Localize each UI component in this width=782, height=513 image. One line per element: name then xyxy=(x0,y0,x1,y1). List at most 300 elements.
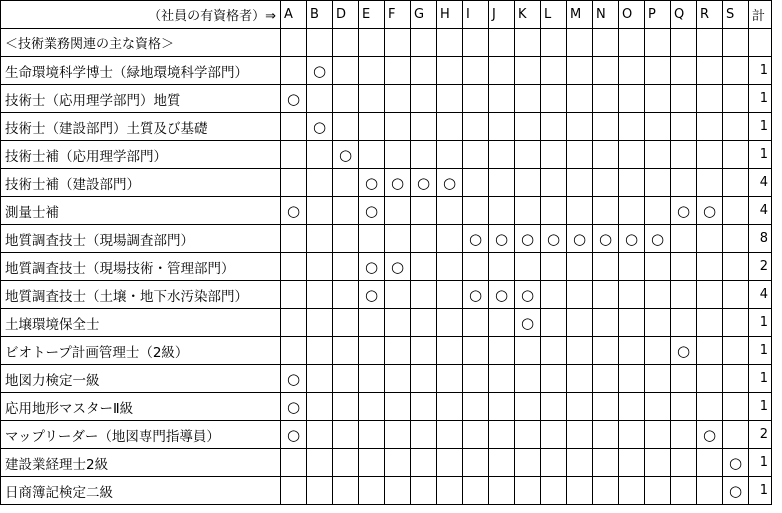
row-total: 1 xyxy=(749,113,772,141)
holder-mark: ○ xyxy=(385,169,411,197)
empty-cell xyxy=(619,253,645,281)
holder-mark: ○ xyxy=(385,253,411,281)
empty-cell xyxy=(333,113,359,141)
empty-cell xyxy=(619,421,645,449)
empty-cell xyxy=(567,337,593,365)
empty-cell xyxy=(697,477,723,505)
qualification-row xyxy=(1,253,772,281)
empty-cell xyxy=(593,393,619,421)
empty-cell xyxy=(671,421,697,449)
empty-cell xyxy=(723,337,749,365)
empty-cell xyxy=(411,477,437,505)
column-header-h: H xyxy=(437,1,463,29)
qualification-row xyxy=(1,281,772,309)
holder-mark: ○ xyxy=(411,169,437,197)
row-total: 1 xyxy=(749,393,772,421)
column-header-g: G xyxy=(411,1,437,29)
header-row xyxy=(1,1,772,29)
empty-cell xyxy=(593,449,619,477)
empty-cell xyxy=(411,337,437,365)
empty-cell xyxy=(515,29,541,57)
qualification-row xyxy=(1,169,772,197)
qualification-row xyxy=(1,197,772,225)
empty-cell xyxy=(411,57,437,85)
qualification-name: 地図力検定一級 xyxy=(1,365,281,393)
qualification-name: 地質調査技士（現場技術・管理部門） xyxy=(1,253,281,281)
empty-cell xyxy=(593,57,619,85)
empty-cell xyxy=(489,85,515,113)
empty-cell xyxy=(723,85,749,113)
empty-cell xyxy=(333,309,359,337)
empty-cell xyxy=(307,253,333,281)
empty-cell xyxy=(437,57,463,85)
empty-cell xyxy=(489,393,515,421)
empty-cell xyxy=(463,85,489,113)
empty-cell xyxy=(567,197,593,225)
empty-cell xyxy=(385,29,411,57)
empty-cell xyxy=(541,85,567,113)
empty-cell xyxy=(489,141,515,169)
empty-cell xyxy=(307,393,333,421)
empty-cell xyxy=(463,309,489,337)
empty-cell xyxy=(385,365,411,393)
empty-cell xyxy=(671,57,697,85)
empty-cell xyxy=(333,253,359,281)
column-header-f: F xyxy=(385,1,411,29)
empty-cell xyxy=(515,141,541,169)
empty-cell xyxy=(645,281,671,309)
empty-cell xyxy=(697,57,723,85)
empty-cell xyxy=(489,337,515,365)
empty-cell xyxy=(385,225,411,253)
empty-cell xyxy=(359,393,385,421)
row-total: 1 xyxy=(749,449,772,477)
holder-mark: ○ xyxy=(281,197,307,225)
qualification-name: 技術士（建設部門）土質及び基礎 xyxy=(1,113,281,141)
empty-cell xyxy=(567,281,593,309)
section-row xyxy=(1,29,772,57)
empty-cell xyxy=(723,57,749,85)
empty-cell xyxy=(281,477,307,505)
empty-cell xyxy=(281,449,307,477)
qualification-row xyxy=(1,85,772,113)
qualification-row xyxy=(1,337,772,365)
empty-cell xyxy=(645,477,671,505)
empty-cell xyxy=(541,253,567,281)
empty-cell xyxy=(411,113,437,141)
empty-cell xyxy=(619,281,645,309)
empty-cell xyxy=(281,113,307,141)
empty-cell xyxy=(567,85,593,113)
column-header-l: L xyxy=(541,1,567,29)
empty-cell xyxy=(619,365,645,393)
empty-cell xyxy=(307,337,333,365)
qualification-name: 地質調査技士（現場調査部門） xyxy=(1,225,281,253)
holder-mark: ○ xyxy=(515,309,541,337)
empty-cell xyxy=(359,477,385,505)
empty-cell xyxy=(463,449,489,477)
empty-cell xyxy=(437,281,463,309)
empty-cell xyxy=(437,309,463,337)
empty-cell xyxy=(619,85,645,113)
holder-mark: ○ xyxy=(723,477,749,505)
empty-cell xyxy=(359,449,385,477)
empty-cell xyxy=(671,365,697,393)
empty-cell xyxy=(567,393,593,421)
empty-cell xyxy=(645,197,671,225)
empty-cell xyxy=(541,309,567,337)
empty-cell xyxy=(463,253,489,281)
empty-cell xyxy=(619,449,645,477)
empty-cell xyxy=(541,197,567,225)
empty-cell xyxy=(541,477,567,505)
empty-cell xyxy=(437,141,463,169)
qualification-name: 測量士補 xyxy=(1,197,281,225)
qualification-name: 技術士（応用理学部門）地質 xyxy=(1,85,281,113)
empty-cell xyxy=(411,197,437,225)
empty-cell xyxy=(307,309,333,337)
empty-cell xyxy=(567,421,593,449)
empty-cell xyxy=(671,393,697,421)
empty-cell xyxy=(463,365,489,393)
empty-cell xyxy=(671,141,697,169)
empty-cell xyxy=(723,113,749,141)
empty-cell xyxy=(333,421,359,449)
empty-cell xyxy=(489,477,515,505)
empty-cell xyxy=(723,309,749,337)
row-total: 1 xyxy=(749,57,772,85)
holder-mark: ○ xyxy=(359,197,385,225)
empty-cell xyxy=(333,197,359,225)
empty-cell xyxy=(541,337,567,365)
qualification-name: 日商簿記検定二級 xyxy=(1,477,281,505)
empty-cell xyxy=(671,169,697,197)
column-header-j: J xyxy=(489,1,515,29)
empty-cell xyxy=(567,309,593,337)
qualification-name: 地質調査技士（土壌・地下水汚染部門） xyxy=(1,281,281,309)
qualification-row xyxy=(1,393,772,421)
empty-cell xyxy=(437,85,463,113)
empty-cell xyxy=(385,421,411,449)
empty-cell xyxy=(645,169,671,197)
empty-cell xyxy=(489,421,515,449)
qualification-name: 土壌環境保全士 xyxy=(1,309,281,337)
qualification-row xyxy=(1,449,772,477)
empty-cell xyxy=(437,225,463,253)
empty-cell xyxy=(645,365,671,393)
qualification-row xyxy=(1,57,772,85)
empty-cell xyxy=(697,253,723,281)
empty-cell xyxy=(359,85,385,113)
qualification-name: ビオトープ計画管理士（2級） xyxy=(1,337,281,365)
row-total: 4 xyxy=(749,169,772,197)
empty-cell xyxy=(489,197,515,225)
holder-mark: ○ xyxy=(541,225,567,253)
empty-cell xyxy=(281,309,307,337)
qualification-name: 技術士補（応用理学部門） xyxy=(1,141,281,169)
qualification-row xyxy=(1,365,772,393)
empty-cell xyxy=(333,393,359,421)
empty-cell xyxy=(385,393,411,421)
empty-cell xyxy=(515,197,541,225)
empty-cell xyxy=(411,253,437,281)
holder-mark: ○ xyxy=(307,113,333,141)
holder-mark: ○ xyxy=(697,197,723,225)
empty-cell xyxy=(723,225,749,253)
empty-cell xyxy=(489,169,515,197)
empty-cell xyxy=(697,365,723,393)
empty-cell xyxy=(281,29,307,57)
empty-cell xyxy=(385,85,411,113)
holder-mark: ○ xyxy=(671,197,697,225)
column-header-e: E xyxy=(359,1,385,29)
empty-cell xyxy=(281,253,307,281)
empty-cell xyxy=(333,29,359,57)
empty-cell xyxy=(671,281,697,309)
empty-cell xyxy=(593,281,619,309)
holder-mark: ○ xyxy=(463,225,489,253)
column-header-q: Q xyxy=(671,1,697,29)
empty-cell xyxy=(697,141,723,169)
empty-cell xyxy=(645,113,671,141)
holder-mark: ○ xyxy=(281,365,307,393)
empty-cell xyxy=(307,197,333,225)
empty-cell xyxy=(697,113,723,141)
empty-cell xyxy=(697,449,723,477)
empty-cell xyxy=(593,365,619,393)
empty-cell xyxy=(619,477,645,505)
empty-cell xyxy=(489,365,515,393)
holder-mark: ○ xyxy=(489,281,515,309)
holder-mark: ○ xyxy=(463,281,489,309)
empty-cell xyxy=(463,57,489,85)
empty-cell xyxy=(723,141,749,169)
empty-cell xyxy=(697,225,723,253)
empty-cell xyxy=(489,29,515,57)
empty-cell xyxy=(437,197,463,225)
empty-cell xyxy=(281,169,307,197)
empty-cell xyxy=(515,337,541,365)
qualification-row xyxy=(1,477,772,505)
holder-mark: ○ xyxy=(281,85,307,113)
qualification-name: 技術士補（建設部門） xyxy=(1,169,281,197)
empty-cell xyxy=(593,253,619,281)
empty-cell xyxy=(333,281,359,309)
empty-cell xyxy=(437,477,463,505)
row-total: 4 xyxy=(749,281,772,309)
empty-cell xyxy=(463,477,489,505)
holder-mark: ○ xyxy=(515,225,541,253)
empty-cell xyxy=(567,169,593,197)
empty-cell xyxy=(567,253,593,281)
qualification-name: 応用地形マスターⅡ級 xyxy=(1,393,281,421)
empty-cell xyxy=(307,281,333,309)
empty-cell xyxy=(697,85,723,113)
empty-cell xyxy=(541,365,567,393)
empty-cell xyxy=(567,449,593,477)
empty-cell xyxy=(567,141,593,169)
empty-cell xyxy=(619,29,645,57)
column-header-o: O xyxy=(619,1,645,29)
empty-cell xyxy=(593,197,619,225)
column-header-p: P xyxy=(645,1,671,29)
empty-cell xyxy=(411,365,437,393)
empty-cell xyxy=(593,85,619,113)
empty-cell xyxy=(385,477,411,505)
row-total: 1 xyxy=(749,477,772,505)
empty-cell xyxy=(411,309,437,337)
holder-mark: ○ xyxy=(359,281,385,309)
empty-cell xyxy=(411,29,437,57)
empty-cell xyxy=(463,421,489,449)
row-total: 1 xyxy=(749,365,772,393)
empty-cell xyxy=(645,421,671,449)
empty-cell xyxy=(723,253,749,281)
empty-cell xyxy=(567,57,593,85)
empty-cell xyxy=(645,57,671,85)
row-total: 4 xyxy=(749,197,772,225)
empty-cell xyxy=(359,29,385,57)
column-header-d: D xyxy=(333,1,359,29)
column-header-n: N xyxy=(593,1,619,29)
empty-cell xyxy=(671,85,697,113)
qualification-row xyxy=(1,309,772,337)
holder-mark: ○ xyxy=(671,337,697,365)
qualification-row xyxy=(1,141,772,169)
empty-cell xyxy=(411,393,437,421)
empty-cell xyxy=(463,393,489,421)
empty-cell xyxy=(411,281,437,309)
empty-cell xyxy=(437,337,463,365)
empty-cell xyxy=(463,29,489,57)
empty-cell xyxy=(671,225,697,253)
empty-cell xyxy=(489,449,515,477)
empty-cell xyxy=(567,113,593,141)
empty-cell xyxy=(697,169,723,197)
empty-cell xyxy=(463,337,489,365)
qualification-name: 建設業経理士2級 xyxy=(1,449,281,477)
empty-cell xyxy=(541,113,567,141)
holder-mark: ○ xyxy=(619,225,645,253)
empty-cell xyxy=(463,141,489,169)
empty-cell xyxy=(515,57,541,85)
empty-cell xyxy=(437,365,463,393)
empty-cell xyxy=(593,169,619,197)
empty-cell xyxy=(333,477,359,505)
column-header-a: A xyxy=(281,1,307,29)
empty-cell xyxy=(333,57,359,85)
holder-mark: ○ xyxy=(437,169,463,197)
row-total: 1 xyxy=(749,141,772,169)
empty-cell xyxy=(437,421,463,449)
column-header-r: R xyxy=(697,1,723,29)
empty-cell xyxy=(437,113,463,141)
column-header-b: B xyxy=(307,1,333,29)
empty-cell xyxy=(359,113,385,141)
empty-cell xyxy=(385,309,411,337)
empty-cell xyxy=(697,281,723,309)
empty-cell xyxy=(515,365,541,393)
empty-cell xyxy=(645,393,671,421)
empty-cell xyxy=(411,449,437,477)
empty-cell xyxy=(645,85,671,113)
empty-cell xyxy=(593,421,619,449)
empty-cell xyxy=(593,141,619,169)
column-header-i: I xyxy=(463,1,489,29)
empty-cell xyxy=(671,29,697,57)
empty-cell xyxy=(359,57,385,85)
empty-cell xyxy=(333,169,359,197)
row-total: 1 xyxy=(749,337,772,365)
empty-cell xyxy=(567,29,593,57)
empty-cell xyxy=(645,449,671,477)
empty-cell xyxy=(333,85,359,113)
empty-cell xyxy=(515,449,541,477)
empty-cell xyxy=(619,309,645,337)
empty-cell xyxy=(385,281,411,309)
empty-cell xyxy=(671,113,697,141)
row-total: 2 xyxy=(749,421,772,449)
empty-cell xyxy=(671,449,697,477)
empty-cell xyxy=(645,253,671,281)
empty-cell xyxy=(515,477,541,505)
empty-cell xyxy=(385,197,411,225)
empty-cell xyxy=(619,141,645,169)
row-total: 1 xyxy=(749,309,772,337)
holder-mark: ○ xyxy=(645,225,671,253)
empty-cell xyxy=(281,281,307,309)
empty-cell xyxy=(437,253,463,281)
empty-cell xyxy=(359,421,385,449)
empty-cell xyxy=(489,309,515,337)
empty-cell xyxy=(541,29,567,57)
empty-cell xyxy=(723,365,749,393)
empty-cell xyxy=(307,141,333,169)
holder-mark: ○ xyxy=(359,169,385,197)
empty-cell xyxy=(411,141,437,169)
empty-cell xyxy=(723,197,749,225)
empty-cell xyxy=(281,57,307,85)
empty-cell xyxy=(307,365,333,393)
empty-cell xyxy=(619,197,645,225)
empty-cell xyxy=(489,253,515,281)
empty-cell xyxy=(723,29,749,57)
empty-cell xyxy=(307,477,333,505)
empty-cell xyxy=(541,421,567,449)
empty-cell xyxy=(307,449,333,477)
empty-cell xyxy=(697,337,723,365)
empty-cell xyxy=(307,169,333,197)
empty-cell xyxy=(619,393,645,421)
empty-cell xyxy=(619,57,645,85)
empty-cell xyxy=(723,169,749,197)
empty-cell xyxy=(723,393,749,421)
empty-cell xyxy=(333,337,359,365)
holder-mark: ○ xyxy=(281,393,307,421)
empty-cell xyxy=(359,225,385,253)
empty-cell xyxy=(541,449,567,477)
holder-mark: ○ xyxy=(723,449,749,477)
empty-cell xyxy=(671,477,697,505)
empty-cell xyxy=(489,113,515,141)
empty-cell xyxy=(593,337,619,365)
holder-mark: ○ xyxy=(567,225,593,253)
employee-header-label: （社員の有資格者）⇒ xyxy=(1,1,281,29)
empty-cell xyxy=(437,449,463,477)
empty-cell xyxy=(333,449,359,477)
holder-mark: ○ xyxy=(307,57,333,85)
empty-cell xyxy=(437,393,463,421)
